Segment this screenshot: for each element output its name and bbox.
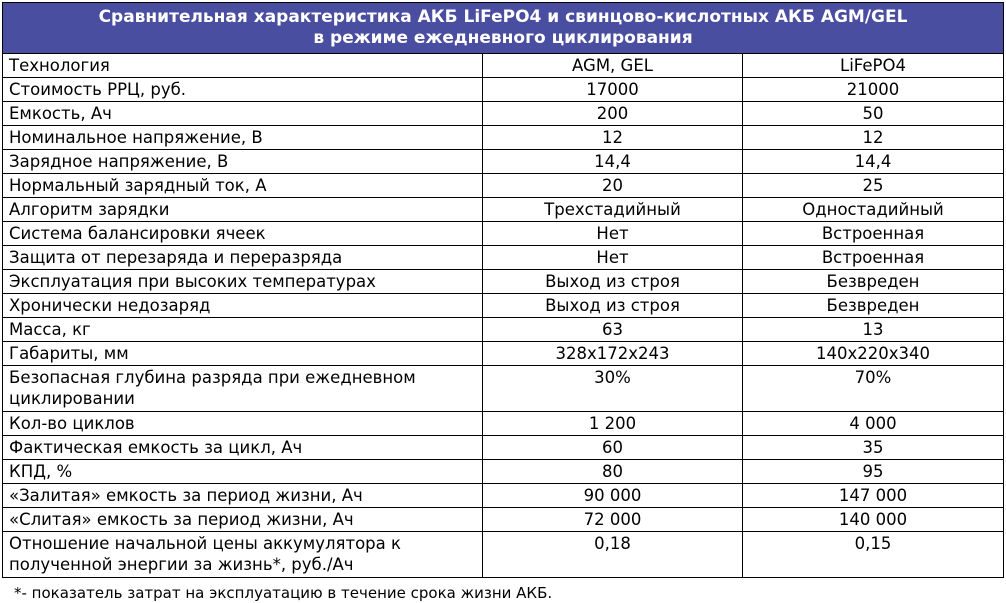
table-row (3, 102, 1004, 126)
param-name-cell: Зарядное напряжение, В (3, 150, 483, 174)
table-row (3, 54, 1004, 78)
lifepo4-value-cell: 140 000 (743, 508, 1004, 532)
table-row (3, 318, 1004, 342)
lifepo4-value-cell: 12 (743, 126, 1004, 150)
param-name-cell: КПД, % (3, 460, 483, 484)
table-row (3, 222, 1004, 246)
param-name-cell: Фактическая емкость за цикл, Ач (3, 436, 483, 460)
table-row (3, 78, 1004, 102)
table-row (3, 198, 1004, 222)
agm-value-cell: Трехстадийный (483, 198, 743, 222)
agm-value-cell: 0,18 (483, 532, 743, 578)
agm-value-cell: 80 (483, 460, 743, 484)
agm-value-cell: 20 (483, 174, 743, 198)
lifepo4-value-cell: 70% (743, 366, 1004, 412)
table-row (3, 246, 1004, 270)
agm-value-cell: 30% (483, 366, 743, 412)
table-row (3, 174, 1004, 198)
table-row (3, 270, 1004, 294)
table-title (3, 3, 1004, 54)
lifepo4-value-cell: LiFePO4 (743, 54, 1004, 78)
agm-value-cell: 328x172x243 (483, 342, 743, 366)
agm-value-cell: Выход из строя (483, 294, 743, 318)
table-row (3, 460, 1004, 484)
comparison-table (2, 2, 1004, 578)
lifepo4-value-cell: 147 000 (743, 484, 1004, 508)
param-name-cell: Номинальное напряжение, В (3, 126, 483, 150)
lifepo4-value-cell: 140x220x340 (743, 342, 1004, 366)
param-name-cell: Система балансировки ячеек (3, 222, 483, 246)
table-title-line2: в режиме ежедневного циклирования (313, 28, 693, 48)
agm-value-cell: 14,4 (483, 150, 743, 174)
param-name-cell: Технология (3, 54, 483, 78)
param-name-cell: Отношение начальной цены аккумулятора к полученной энергии за жизнь*, руб./Ач (3, 532, 483, 578)
agm-value-cell: 17000 (483, 78, 743, 102)
table-row (3, 366, 1004, 412)
agm-value-cell: 90 000 (483, 484, 743, 508)
agm-value-cell: 12 (483, 126, 743, 150)
agm-value-cell: 63 (483, 318, 743, 342)
param-name-cell: Емкость, Ач (3, 102, 483, 126)
table-body (3, 54, 1004, 578)
title-row (3, 3, 1004, 54)
agm-value-cell: Выход из строя (483, 270, 743, 294)
table-row (3, 126, 1004, 150)
table-row (3, 150, 1004, 174)
footnote: *- показатель затрат на эксплуатацию в течение срока жизни АКБ. (14, 584, 553, 602)
param-name-cell: Масса, кг (3, 318, 483, 342)
param-name-cell: Защита от перезаряда и переразряда (3, 246, 483, 270)
param-name-cell: Хронически недозаряд (3, 294, 483, 318)
lifepo4-value-cell: 4 000 (743, 412, 1004, 436)
agm-value-cell: 1 200 (483, 412, 743, 436)
agm-value-cell: 72 000 (483, 508, 743, 532)
lifepo4-value-cell: Встроенная (743, 222, 1004, 246)
param-name-cell: «Залитая» емкость за период жизни, Ач (3, 484, 483, 508)
agm-value-cell: Нет (483, 246, 743, 270)
table-row (3, 508, 1004, 532)
lifepo4-value-cell: 0,15 (743, 532, 1004, 578)
table-row (3, 484, 1004, 508)
lifepo4-value-cell: Встроенная (743, 246, 1004, 270)
param-name-cell: Алгоритм зарядки (3, 198, 483, 222)
agm-value-cell: 200 (483, 102, 743, 126)
lifepo4-value-cell: 21000 (743, 78, 1004, 102)
lifepo4-value-cell: 13 (743, 318, 1004, 342)
lifepo4-value-cell: Одностадийный (743, 198, 1004, 222)
param-name-cell: «Слитая» емкость за период жизни, Ач (3, 508, 483, 532)
param-name-cell: Эксплуатация при высоких температурах (3, 270, 483, 294)
lifepo4-value-cell: Безвреден (743, 294, 1004, 318)
table-row (3, 342, 1004, 366)
lifepo4-value-cell: 14,4 (743, 150, 1004, 174)
lifepo4-value-cell: 95 (743, 460, 1004, 484)
param-name-cell: Нормальный зарядный ток, А (3, 174, 483, 198)
table-row (3, 294, 1004, 318)
lifepo4-value-cell: 50 (743, 102, 1004, 126)
param-name-cell: Стоимость РРЦ, руб. (3, 78, 483, 102)
comparison-table-container (2, 2, 1003, 578)
table-row (3, 436, 1004, 460)
table-title-line1: Сравнительная характеристика АКБ LiFePO4 и свинцово-кислотных АКБ AGM/GEL (98, 7, 908, 27)
agm-value-cell: 60 (483, 436, 743, 460)
lifepo4-value-cell: 35 (743, 436, 1004, 460)
lifepo4-value-cell: 25 (743, 174, 1004, 198)
table-row (3, 412, 1004, 436)
agm-value-cell: AGM, GEL (483, 54, 743, 78)
param-name-cell: Кол-во циклов (3, 412, 483, 436)
agm-value-cell: Нет (483, 222, 743, 246)
param-name-cell: Габариты, мм (3, 342, 483, 366)
table-row (3, 532, 1004, 578)
lifepo4-value-cell: Безвреден (743, 270, 1004, 294)
param-name-cell: Безопасная глубина разряда при ежедневном циклировании (3, 366, 483, 412)
